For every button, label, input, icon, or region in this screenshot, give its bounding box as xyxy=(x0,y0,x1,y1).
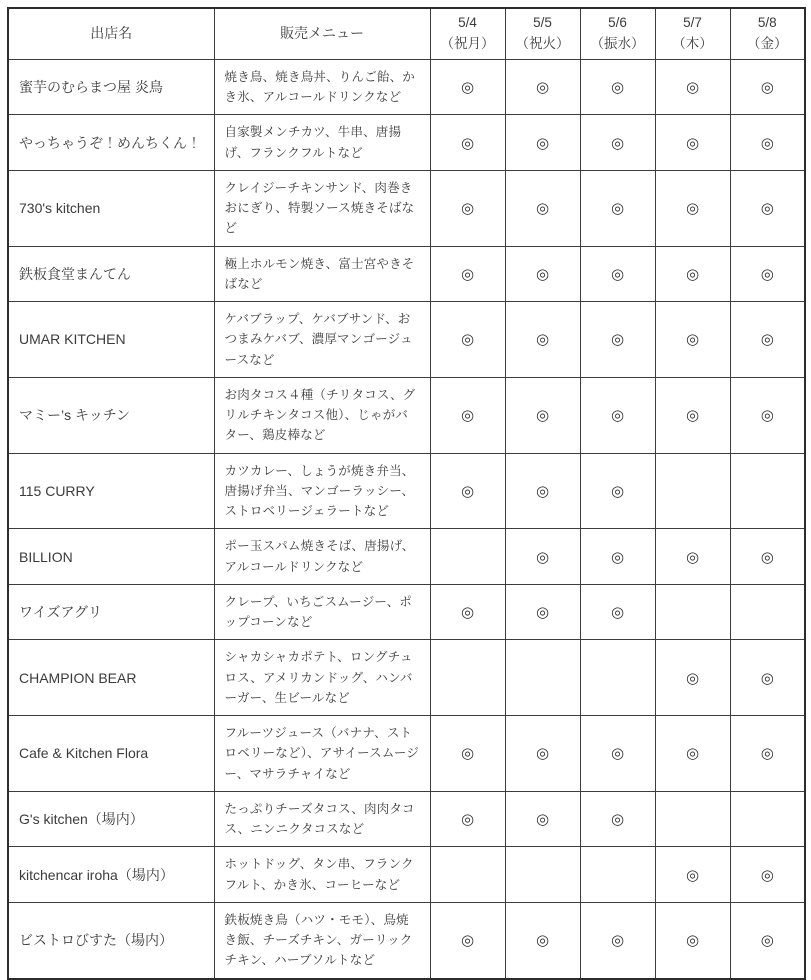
available-mark: ◎ xyxy=(505,529,580,585)
store-name: 730's kitchen xyxy=(8,170,214,246)
table-body xyxy=(8,59,805,978)
store-name: 115 CURRY xyxy=(8,453,214,529)
empty-availability-cell xyxy=(655,584,730,640)
menu-text: 焼き鳥、焼き鳥丼、りんご飴、かき氷、アルコールドリンクなど xyxy=(214,59,430,115)
date-column-header xyxy=(430,8,505,59)
available-mark: ◎ xyxy=(580,59,655,115)
menu-text: カツカレー、しょうが焼き弁当、唐揚げ弁当、マンゴーラッシー、ストロベリージェラートなど xyxy=(214,453,430,529)
available-mark: ◎ xyxy=(580,377,655,453)
table-row xyxy=(8,529,805,585)
available-mark: ◎ xyxy=(655,302,730,378)
available-mark: ◎ xyxy=(505,302,580,378)
store-name: 蜜芋のむらまつ屋 炎鳥 xyxy=(8,59,214,115)
menu-text: ホットドッグ、タン串、フランクフルト、かき氷、コーヒーなど xyxy=(214,847,430,903)
available-mark: ◎ xyxy=(580,170,655,246)
available-mark: ◎ xyxy=(430,716,505,792)
store-name: やっちゃうぞ！めんちくん！ xyxy=(8,115,214,171)
empty-availability-cell xyxy=(505,847,580,903)
store-name: マミー’s キッチン xyxy=(8,377,214,453)
available-mark: ◎ xyxy=(730,170,805,246)
available-mark: ◎ xyxy=(430,115,505,171)
date-column-header xyxy=(505,8,580,59)
available-mark: ◎ xyxy=(430,453,505,529)
available-mark: ◎ xyxy=(505,59,580,115)
available-mark: ◎ xyxy=(730,302,805,378)
empty-availability-cell xyxy=(505,640,580,716)
menu-text: たっぷりチーズタコス、肉肉タコス、ニンニクタコスなど xyxy=(214,791,430,847)
vendor-schedule-table xyxy=(7,7,806,980)
available-mark: ◎ xyxy=(505,902,580,978)
available-mark: ◎ xyxy=(505,453,580,529)
table-row xyxy=(8,453,805,529)
menu-text: お肉タコス４種（チリタコス、グリルチキンタコス他）、じゃがバター、鶏皮棒など xyxy=(214,377,430,453)
table-row xyxy=(8,902,805,978)
available-mark: ◎ xyxy=(580,902,655,978)
available-mark: ◎ xyxy=(655,640,730,716)
store-name: CHAMPION BEAR xyxy=(8,640,214,716)
available-mark: ◎ xyxy=(655,847,730,903)
table-row xyxy=(8,716,805,792)
available-mark: ◎ xyxy=(655,529,730,585)
menu-text: クレイジーチキンサンド、肉巻きおにぎり、特製ソース焼きそばなど xyxy=(214,170,430,246)
menu-text: シャカシャカポテト、ロングチュロス、アメリカンドッグ、ハンバーガー、生ビールなど xyxy=(214,640,430,716)
available-mark: ◎ xyxy=(730,115,805,171)
table-row xyxy=(8,791,805,847)
date-label: 5/4 xyxy=(458,15,477,30)
date-column-header xyxy=(730,8,805,59)
available-mark: ◎ xyxy=(730,847,805,903)
available-mark: ◎ xyxy=(730,902,805,978)
available-mark: ◎ xyxy=(505,584,580,640)
store-name: ビストロびすた（場内） xyxy=(8,902,214,978)
store-name: kitchencar iroha（場内） xyxy=(8,847,214,903)
store-name: Cafe & Kitchen Flora xyxy=(8,716,214,792)
empty-availability-cell xyxy=(430,529,505,585)
available-mark: ◎ xyxy=(655,377,730,453)
date-label: 5/6 xyxy=(608,15,627,30)
table-row xyxy=(8,246,805,302)
available-mark: ◎ xyxy=(580,529,655,585)
empty-availability-cell xyxy=(730,453,805,529)
table-row xyxy=(8,59,805,115)
available-mark: ◎ xyxy=(580,716,655,792)
store-name-column-header: 出店名 xyxy=(8,8,214,59)
table-header-row xyxy=(8,8,805,59)
empty-availability-cell xyxy=(655,453,730,529)
available-mark: ◎ xyxy=(655,170,730,246)
available-mark: ◎ xyxy=(730,716,805,792)
table-row xyxy=(8,640,805,716)
empty-availability-cell xyxy=(430,847,505,903)
date-label: 5/8 xyxy=(757,15,777,30)
date-column-header xyxy=(655,8,730,59)
menu-text: クレープ、いちごスムージー、ポップコーンなど xyxy=(214,584,430,640)
weekday-label: （振水） xyxy=(590,35,645,51)
weekday-label: （金） xyxy=(747,35,788,51)
menu-column-header: 販売メニュー xyxy=(214,8,430,59)
menu-text: ケバブラップ、ケバブサンド、おつまみケバブ、濃厚マンゴージュースなど xyxy=(214,302,430,378)
table-row xyxy=(8,115,805,171)
menu-text: 自家製メンチカツ、牛串、唐揚げ、フランクフルトなど xyxy=(214,115,430,171)
date-column-header xyxy=(580,8,655,59)
table-row xyxy=(8,377,805,453)
available-mark: ◎ xyxy=(730,529,805,585)
table-row xyxy=(8,170,805,246)
available-mark: ◎ xyxy=(655,115,730,171)
available-mark: ◎ xyxy=(430,377,505,453)
available-mark: ◎ xyxy=(505,115,580,171)
weekday-label: （木） xyxy=(672,35,713,51)
available-mark: ◎ xyxy=(505,170,580,246)
empty-availability-cell xyxy=(580,640,655,716)
store-name: BILLION xyxy=(8,529,214,585)
weekday-label: （祝火） xyxy=(515,35,570,51)
available-mark: ◎ xyxy=(655,59,730,115)
available-mark: ◎ xyxy=(655,902,730,978)
available-mark: ◎ xyxy=(430,584,505,640)
empty-availability-cell xyxy=(730,584,805,640)
available-mark: ◎ xyxy=(730,59,805,115)
store-name: ワイズアグリ xyxy=(8,584,214,640)
store-name: G's kitchen（場内） xyxy=(8,791,214,847)
menu-text: フルーツジュース（バナナ、ストロベリーなど）、アサイースムージー、マサラチャイなど xyxy=(214,716,430,792)
store-name: 鉄板食堂まんてん xyxy=(8,246,214,302)
available-mark: ◎ xyxy=(430,59,505,115)
empty-availability-cell xyxy=(580,847,655,903)
available-mark: ◎ xyxy=(505,716,580,792)
available-mark: ◎ xyxy=(430,170,505,246)
table-row xyxy=(8,302,805,378)
available-mark: ◎ xyxy=(580,453,655,529)
available-mark: ◎ xyxy=(430,302,505,378)
available-mark: ◎ xyxy=(580,791,655,847)
available-mark: ◎ xyxy=(430,791,505,847)
available-mark: ◎ xyxy=(730,377,805,453)
table-row xyxy=(8,847,805,903)
available-mark: ◎ xyxy=(430,246,505,302)
menu-text: ポー玉スパム焼きそば、唐揚げ、アルコールドリンクなど xyxy=(214,529,430,585)
available-mark: ◎ xyxy=(580,246,655,302)
available-mark: ◎ xyxy=(505,246,580,302)
available-mark: ◎ xyxy=(580,584,655,640)
table-row xyxy=(8,584,805,640)
available-mark: ◎ xyxy=(505,791,580,847)
weekday-label: （祝月） xyxy=(440,35,495,51)
available-mark: ◎ xyxy=(730,246,805,302)
available-mark: ◎ xyxy=(580,115,655,171)
store-name: UMAR KITCHEN xyxy=(8,302,214,378)
available-mark: ◎ xyxy=(730,640,805,716)
available-mark: ◎ xyxy=(505,377,580,453)
menu-text: 鉄板焼き鳥（ハツ・モモ）、鳥焼き飯、チーズチキン、ガーリックチキン、ハーブソルトなど xyxy=(214,902,430,978)
available-mark: ◎ xyxy=(655,716,730,792)
available-mark: ◎ xyxy=(430,902,505,978)
date-label: 5/7 xyxy=(683,15,702,30)
date-label: 5/5 xyxy=(533,15,552,30)
menu-text: 極上ホルモン焼き、富士宮やきそばなど xyxy=(214,246,430,302)
available-mark: ◎ xyxy=(655,246,730,302)
available-mark: ◎ xyxy=(580,302,655,378)
empty-availability-cell xyxy=(430,640,505,716)
empty-availability-cell xyxy=(730,791,805,847)
empty-availability-cell xyxy=(655,791,730,847)
